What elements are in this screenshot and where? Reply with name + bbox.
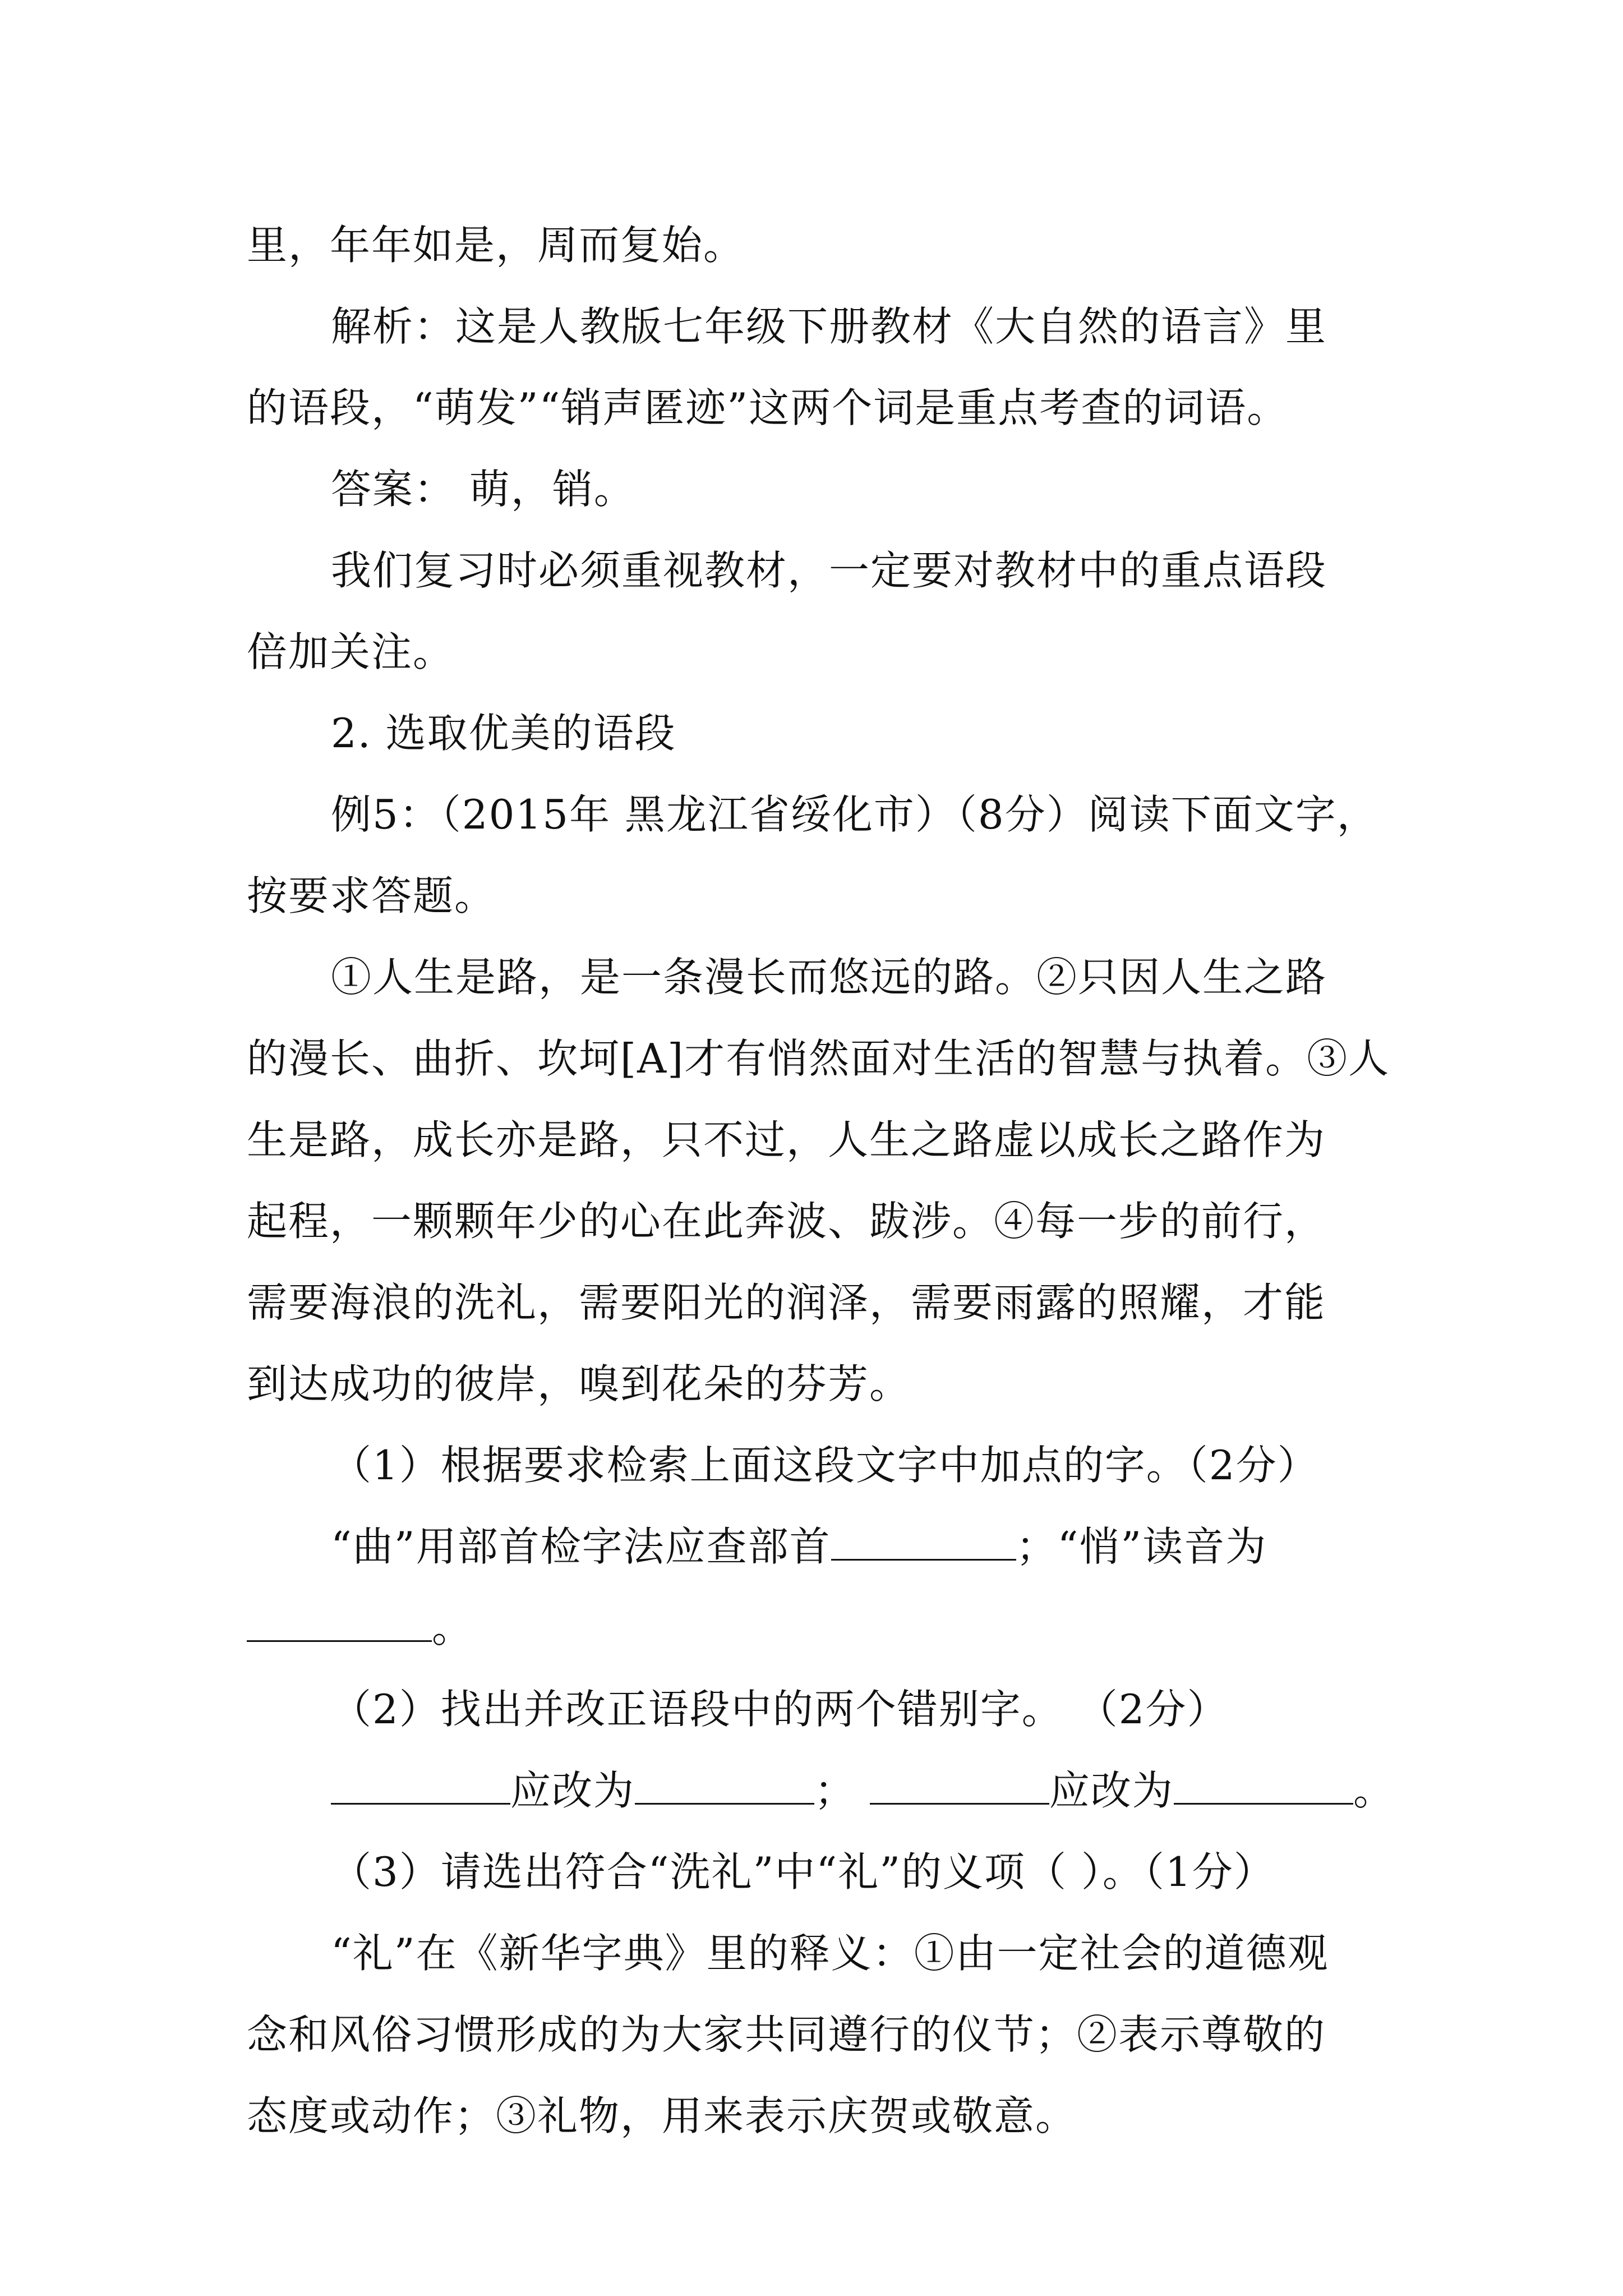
answer-blank	[870, 1769, 1049, 1805]
document-page	[247, 205, 1396, 2157]
paragraph-line: 我们复习时必须重视教材，一定要对教材中的重点语段	[331, 547, 1327, 594]
question-text: “曲”用部首检字法应查部首	[331, 1523, 831, 1570]
reading-passage-line: 的漫长、曲折、坎坷[A]才有悄然面对生活的智慧与执着。③人	[247, 1035, 1390, 1082]
answer-blank	[635, 1769, 814, 1805]
analysis-line: 解析：这是人教版七年级下册教材《大自然的语言》里	[331, 303, 1327, 350]
example-heading: 例5：（2015年 黑龙江省绥化市）（8分）阅读下面文字，	[331, 791, 1378, 838]
example-heading: 按要求答题。	[247, 872, 496, 919]
paragraph-line: 里，年年如是，周而复始。	[247, 222, 745, 269]
reading-passage-line: 起程，一颗颗年少的心在此奔波、跋涉。④每一步的前行，	[247, 1198, 1326, 1245]
answer-blank	[831, 1525, 1016, 1561]
answer-line: 答案： 萌，销。	[331, 466, 635, 513]
definition-line: 念和风俗习惯形成的为大家共同遵行的仪节；②表示尊敬的	[247, 2011, 1326, 2058]
reading-passage-line: ①人生是路，是一条漫长而悠远的路。②只因人生之路	[331, 954, 1327, 1001]
reading-passage-line: 生是路，成长亦是路，只不过，人生之路虚以成长之路作为	[247, 1116, 1326, 1163]
answer-blank	[331, 1769, 510, 1805]
question-line	[247, 1506, 1396, 1588]
answer-blank	[1174, 1769, 1353, 1805]
paragraph-line: 倍加关注。	[247, 628, 455, 675]
question-text: 应改为	[510, 1767, 635, 1814]
reading-passage-line: 到达成功的彼岸，嗅到花朵的芬芳。	[247, 1360, 911, 1407]
definition-line: “礼”在《新华字典》里的释义：①由一定社会的道德观	[331, 1930, 1329, 1977]
question-line: （2）找出并改正语段中的两个错别字。 （2分）	[331, 1686, 1229, 1733]
reading-passage-line: 需要海浪的洗礼，需要阳光的润泽，需要雨露的照耀，才能	[247, 1279, 1326, 1326]
question-text: 。	[1353, 1767, 1395, 1814]
analysis-line: 的语段，“萌发”“销声匿迹”这两个词是重点考查的词语。	[247, 384, 1289, 431]
section-heading: 2. 选取优美的语段	[331, 710, 676, 757]
question-text: ；“悄”读音为	[1016, 1523, 1267, 1570]
question-text: ；	[814, 1767, 856, 1814]
question-line: （1）根据要求检索上面这段文字中加点的字。（2分）	[331, 1442, 1319, 1489]
question-line: （3）请选出符合“洗礼”中“礼”的义项（ ）。（1分）	[331, 1848, 1275, 1895]
question-text: 应改为	[1049, 1767, 1174, 1814]
question-text: 。	[432, 1604, 474, 1651]
definition-line: 态度或动作；③礼物，用来表示庆贺或敬意。	[247, 2092, 1077, 2139]
question-line	[247, 1588, 1396, 1669]
question-line	[247, 1750, 1396, 1832]
answer-blank	[247, 1607, 432, 1642]
